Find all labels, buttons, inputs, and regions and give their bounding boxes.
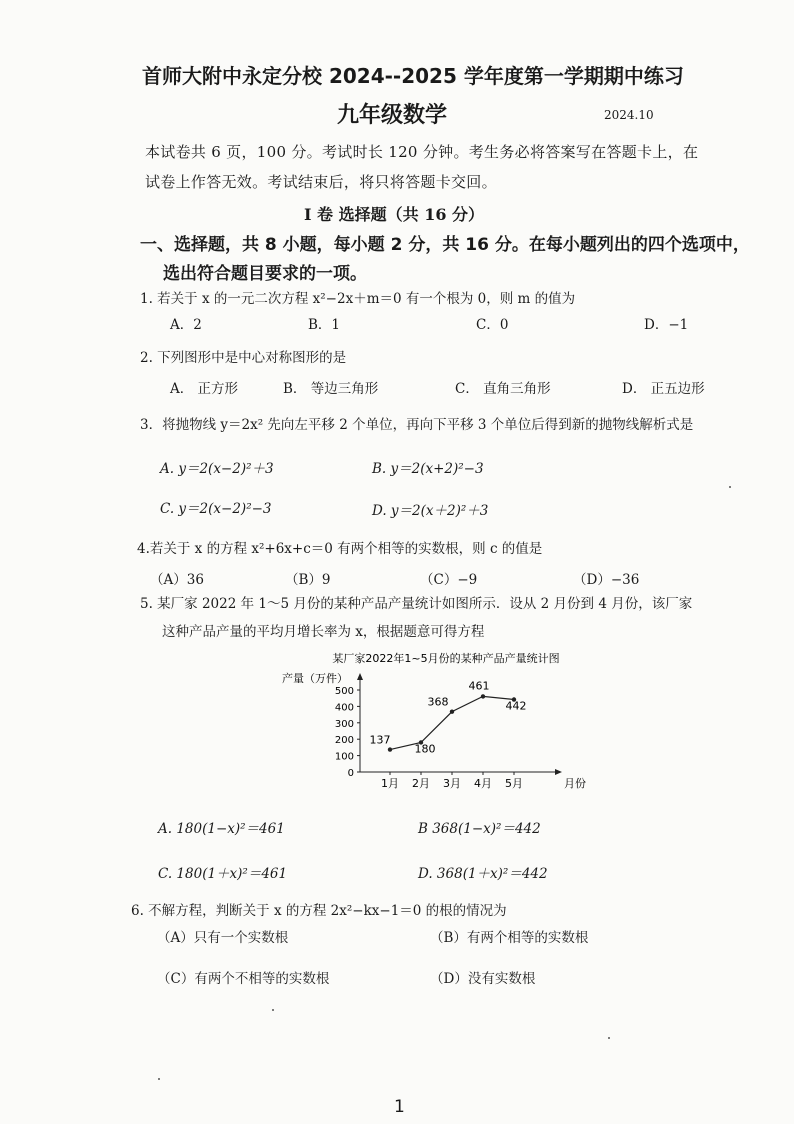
scan-speck [272, 1009, 274, 1011]
chart-y-tick-label: 300 [334, 718, 354, 730]
question-5-option-d: D. 368(1＋x)²＝442 [418, 866, 548, 882]
chart-x-tick-label: 5月 [505, 777, 523, 790]
question-4-option-c: （C）−9 [420, 572, 478, 588]
chart-x-axis-arrow [555, 769, 562, 775]
question-4-option-a: （A）36 [150, 572, 204, 588]
chart-y-tick-label: 400 [334, 702, 354, 714]
question-2-option-a: A． 正方形 [170, 381, 239, 397]
question-4-option-b: （B）9 [285, 572, 331, 588]
question-5-option-c: C. 180(1＋x)²＝461 [158, 866, 288, 882]
chart-data-label: 442 [505, 699, 527, 713]
part-title: I 卷 选择题（共 16 分） [304, 205, 485, 224]
question-3-option-c: C. y＝2(x−2)²−3 [160, 501, 272, 517]
question-6-option-d: （D）没有实数根 [430, 971, 536, 987]
question-1-option-c: C．0 [476, 317, 509, 333]
chart-data-label: 368 [427, 695, 449, 709]
question-5-stem-line-2: 这种产品产量的平均月增长率为 x，根据题意可得方程 [162, 624, 485, 640]
question-6-option-a: （A）只有一个实数根 [157, 930, 289, 946]
question-5-option-b: B 368(1−x)²＝442 [418, 821, 541, 837]
exam-title: 首师大附中永定分校 2024--2025 学年度第一学期期中练习 [142, 64, 684, 88]
chart-series-line [390, 696, 514, 749]
question-1-stem: 1. 若关于 x 的一元二次方程 x²−2x＋m＝0 有一个根为 0，则 m 的值为 [140, 291, 576, 307]
chart-data-label: 461 [468, 679, 490, 693]
intro-line-1: 本试卷共 6 页，100 分。考试时长 120 分钟。考生务必将答案写在答题卡上，在 [145, 143, 699, 161]
question-5-stem-line-1: 5. 某厂家 2022 年 1～5 月份的某种产品产量统计如图所示．设从 2 月份到 4 月份，该厂家 [140, 596, 693, 612]
question-2-option-b: B． 等边三角形 [283, 381, 379, 397]
intro-line-2: 试卷上作答无效。考试结束后，将只将答题卡交回。 [145, 173, 497, 191]
chart-data-label: 137 [369, 733, 391, 747]
question-2-option-d: D． 正五边形 [622, 381, 705, 397]
chart-x-axis-label: 月份 [564, 777, 586, 790]
question-1-option-d: D．−1 [644, 317, 689, 333]
chart-y-tick-label: 200 [334, 735, 354, 747]
question-3-option-b: B. y＝2(x+2)²−3 [372, 461, 484, 477]
question-2-stem: 2. 下列图形中是中心对称图形的是 [140, 350, 347, 366]
chart-data-label: 180 [414, 742, 436, 756]
question-2-option-c: C． 直角三角形 [455, 381, 551, 397]
chart-y-tick-label: 0 [347, 768, 354, 779]
scan-speck [158, 1078, 160, 1080]
chart-data-point [450, 709, 454, 713]
question-4-stem: 4.若关于 x 的方程 x²+6x+c＝0 有两个相等的实数根，则 c 的值是 [137, 541, 543, 557]
production-line-chart [280, 648, 610, 808]
chart-x-tick-label: 1月 [381, 777, 399, 790]
chart-y-tick-label: 100 [334, 751, 354, 763]
chart-y-axis-label: 产量（万件） [282, 672, 348, 685]
chart-data-point [388, 747, 392, 751]
question-3-stem: 3．将抛物线 y＝2x² 先向左平移 2 个单位，再向下平移 3 个单位后得到新的抛物线解析式是 [140, 417, 694, 433]
chart-data-point [481, 694, 485, 698]
chart-x-tick-label: 2月 [412, 777, 430, 790]
page-number: 1 [394, 1097, 405, 1117]
chart-title: 某厂家2022年1~5月份的某种产品产量统计图 [332, 652, 560, 665]
question-3-option-a: A. y＝2(x−2)²＋3 [160, 461, 274, 477]
question-6-option-b: （B）有两个相等的实数根 [430, 930, 589, 946]
chart-y-axis-arrow [357, 673, 363, 680]
scan-speck [608, 1037, 610, 1039]
exam-date: 2024.10 [604, 108, 654, 122]
chart-y-tick-label: 500 [334, 686, 354, 697]
chart-x-tick-label: 4月 [474, 777, 492, 790]
question-6-option-c: （C）有两个不相等的实数根 [157, 971, 330, 987]
section-heading-line-2: 选出符合题目要求的一项。 [163, 264, 367, 284]
exam-subject: 九年级数学 [337, 103, 448, 128]
question-4-option-d: （D）−36 [573, 572, 640, 588]
chart-x-tick-label: 3月 [443, 777, 461, 790]
question-6-stem: 6. 不解方程，判断关于 x 的方程 2x²−kx−1＝0 的根的情况为 [131, 903, 507, 919]
question-1-option-b: B．1 [308, 317, 341, 333]
scan-speck [729, 486, 731, 488]
section-heading-line-1: 一、选择题，共 8 小题，每小题 2 分，共 16 分。在每小题列出的四个选项中， [140, 235, 750, 255]
question-5-option-a: A. 180(1−x)²＝461 [158, 821, 285, 837]
question-3-option-d: D. y＝2(x＋2)²＋3 [372, 503, 489, 519]
question-1-option-a: A．2 [170, 317, 202, 333]
